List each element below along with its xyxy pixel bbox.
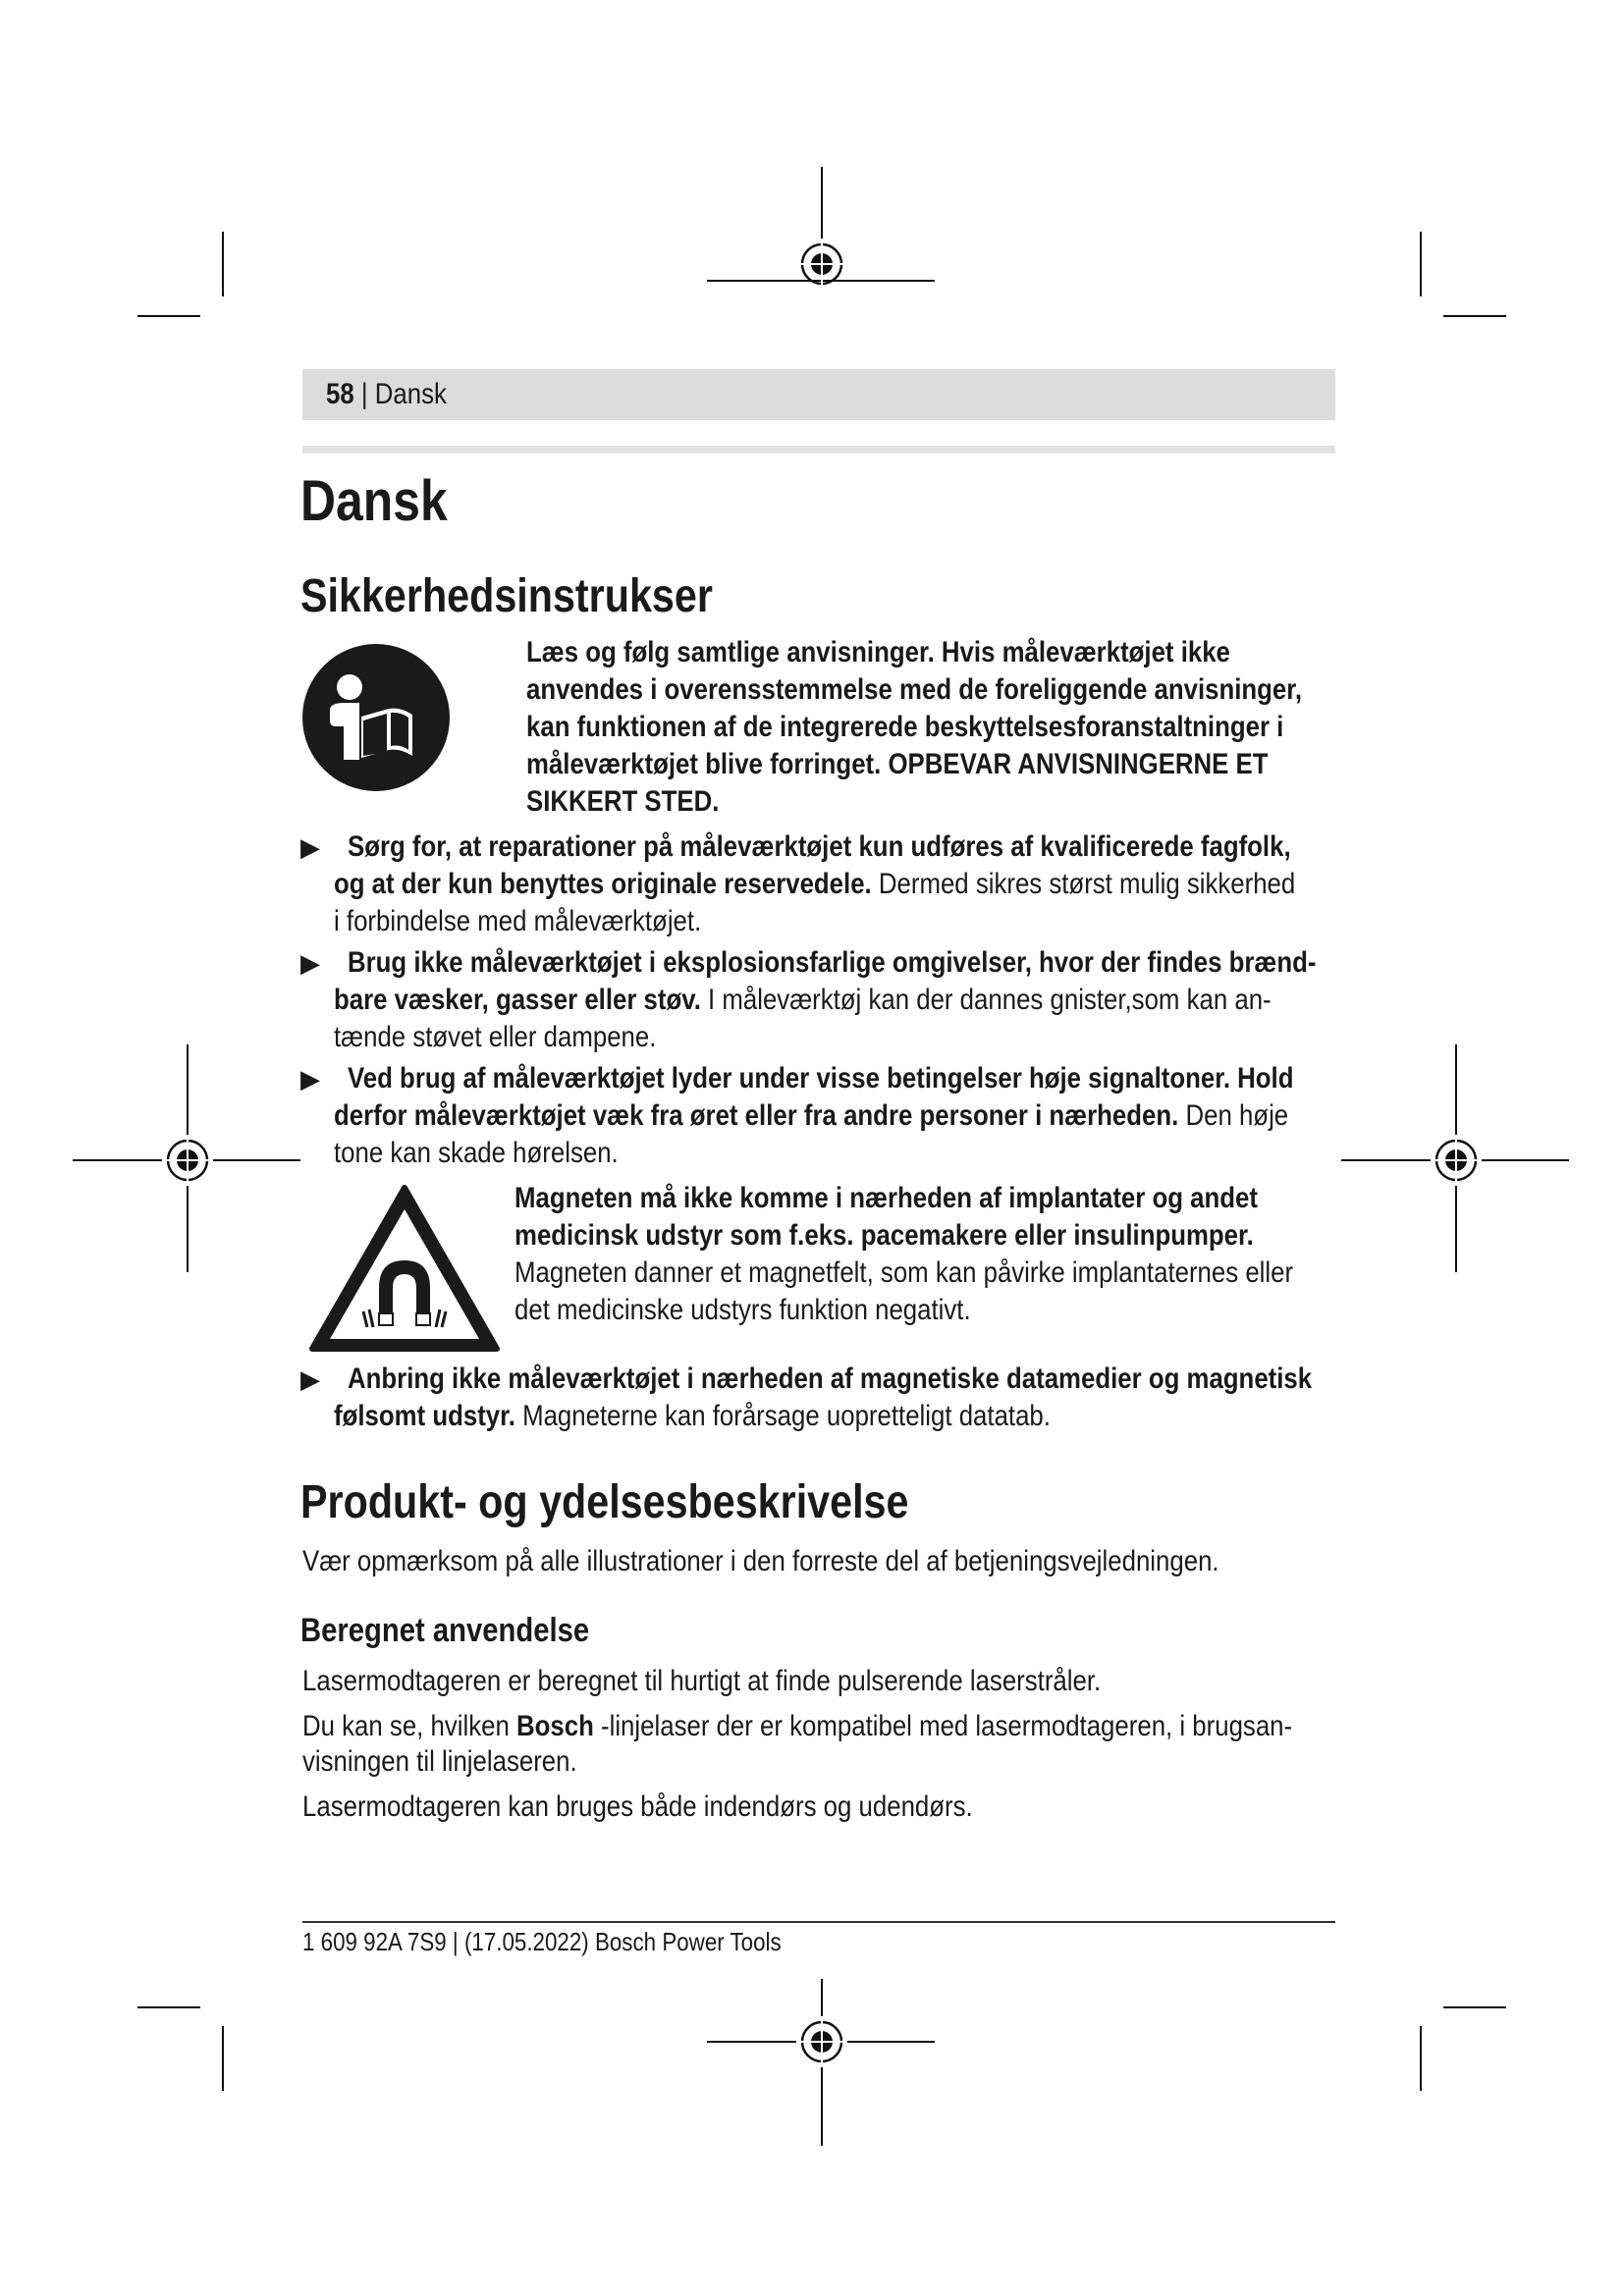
- intended-use-para-1: Lasermodtageren er beregnet til hurtigt at finde pulserende laserstråler.: [302, 1665, 1102, 1697]
- registration-mark-icon: [796, 239, 847, 290]
- page-title: Dansk: [300, 469, 448, 533]
- product-intro: Vær opmærksom på alle illustrationer i den forreste del af betjeningsvejledningen.: [302, 1545, 1219, 1577]
- intended-use-heading: Beregnet anvendelse: [300, 1612, 590, 1649]
- header-language: Dansk: [374, 378, 447, 410]
- registration-mark-icon: [796, 2016, 847, 2067]
- safety-heading: Sikkerhedsinstrukser: [300, 570, 713, 622]
- bullet-arrow-icon: ▶: [300, 1064, 320, 1094]
- product-heading: Produkt- og ydelsesbeskrivelse: [300, 1476, 909, 1528]
- intended-use-para-2: Du kan se, hvilken Bosch -linjelaser der er kompatibel med lasermodtageren, i brugsan-: [302, 1710, 1293, 1742]
- intended-use-para-3: Lasermodtageren kan bruges både indendørs og udendørs.: [302, 1790, 973, 1823]
- magnet-warning-icon: [306, 1182, 503, 1355]
- footer-text: 1 609 92A 7S9 | (17.05.2022) Bosch Power Tools: [302, 1927, 782, 1956]
- read-manual-icon: [302, 644, 450, 791]
- bullet-arrow-icon: ▶: [300, 1364, 320, 1394]
- header-divider: [302, 446, 1335, 454]
- running-header: [302, 369, 1335, 420]
- header-separator: |: [353, 378, 375, 410]
- registration-mark-icon: [162, 1135, 213, 1186]
- registration-mark-icon: [1431, 1135, 1482, 1186]
- footer-divider: [302, 1921, 1335, 1923]
- intended-use-para-2-line-2: visningen til linjelaseren.: [302, 1745, 577, 1778]
- bullet-arrow-icon: ▶: [300, 948, 320, 978]
- bullet-arrow-icon: ▶: [300, 832, 320, 862]
- page-number: 58: [326, 378, 354, 410]
